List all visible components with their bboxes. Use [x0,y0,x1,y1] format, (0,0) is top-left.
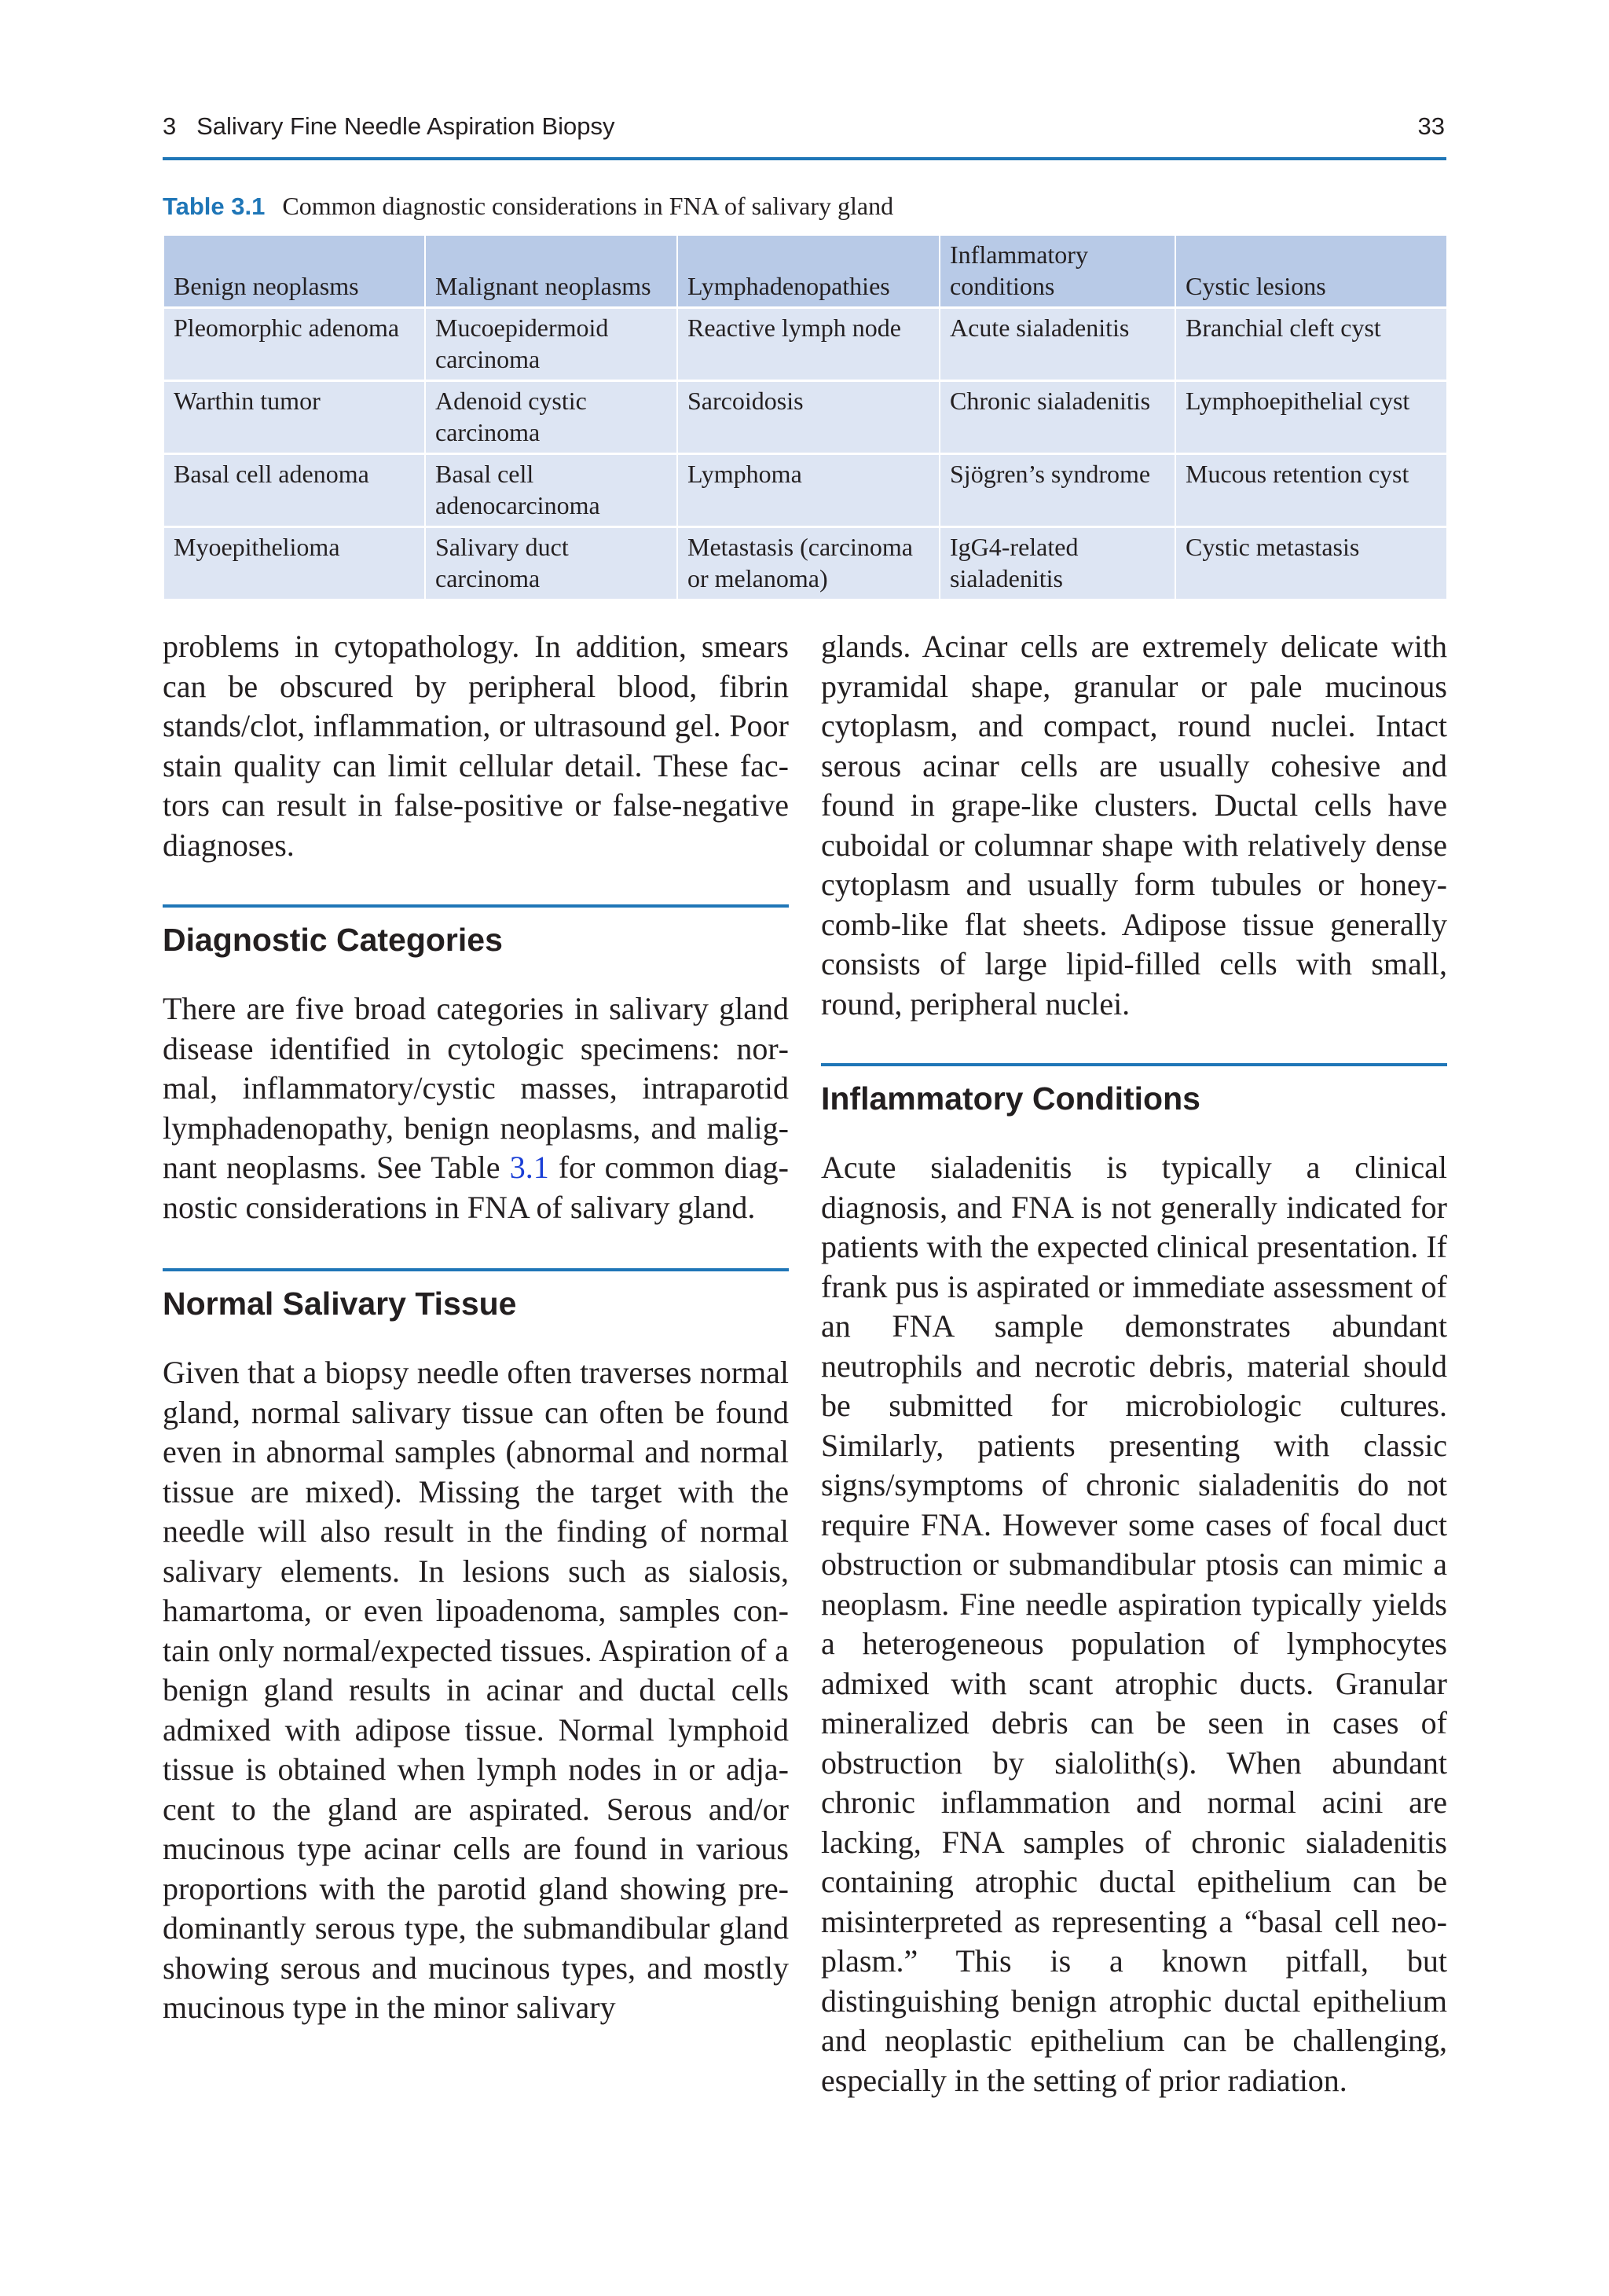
table-cell: Branchial cleft cyst [1175,308,1447,381]
section-heading-diagnostic-categories [163,904,789,959]
column-header: Malignant neoplasms [425,236,677,308]
table-cell: Warthin tumor [163,381,425,454]
table-row [163,527,1447,600]
chapter-title: 3 Salivary Fine Needle Aspiration Biopsy [163,112,615,140]
section-title: Inflammatory Conditions [821,1080,1200,1117]
table-caption-text: Common diagnostic considerations in FNA of salivary gland [282,192,894,220]
table-cell: Sarcoidosis [677,381,940,454]
table-row [163,381,1447,454]
table-header-row [163,236,1447,308]
table-cell: Lymphoma [677,454,940,527]
intro-paragraph: problems in cytopathology. In addition, smears can be obscured by peripheral blood, fibrin stands/clot, inflammation, or ultrasound gel. Poor stain quality can limit cellular detail. These factors can result in false-positive or false-negative diagnoses. [163,629,789,863]
table-cell: Adenoid cystic carcinoma [425,381,677,454]
column-header: Benign neoplasms [163,236,425,308]
section-rule [821,1063,1447,1066]
section-heading-inflammatory-conditions [821,1063,1447,1118]
table-cell: Mucoepidermoid carcinoma [425,308,677,381]
paragraph-text: for common diagnostic considerations in FNA of salivary gland. [163,1150,789,1225]
left-column [163,627,789,2028]
table-cell: Basal cell adenocarcinoma [425,454,677,527]
column-header: Lymphadenopathies [677,236,940,308]
table-cell: Basal cell adenoma [163,454,425,527]
section-rule [163,1268,789,1271]
continued-paragraph: glands. Acinar cells are extremely delicate with pyramidal shape, granular or pale mucinous cytoplasm, and compact, round nuclei. Intact serous acinar cells are usually cohesive and found in grape-like clusters. Ductal cells have cuboidal or columnar shape with relatively dense cytoplasm and usually form tubules or honeycomb-like flat sheets. Adipose tissue generally consists of large lipid-filled cells with small, round, peripheral nuclei. [821,629,1447,1021]
table-label: Table 3.1 [163,193,266,220]
running-head [163,110,1446,160]
section-title: Normal Salivary Tissue [163,1286,517,1322]
right-column [821,627,1447,2100]
table-cell: Myoepithelioma [163,527,425,600]
table-cell: Salivary duct carcinoma [425,527,677,600]
table-cell: Pleomorphic adenoma [163,308,425,381]
table-caption [163,192,893,221]
normal-tissue-paragraph: Given that a biopsy needle often traverses normal gland, normal salivary tissue can often be found even in abnormal samples (abnormal and normal tissue are mixed). Missing the target with the needle will also result in the finding of normal salivary elements. In lesions such as sialosis, hamartoma, or even lipoadenoma, samples contain only normal/expected tissues. Aspiration of a benign gland results in acinar and ductal cells admixed with adipose tissue. Normal lymphoid tissue is obtained when lymph nodes in or adjacent to the gland are aspirated. Serous and/or mucinous type acinar cells are found in various proportions with the parotid gland showing predominantly serous type, the submandibular gland showing serous and mucinous types, and mostly mucinous type in the minor salivary [163,1355,789,2025]
table-cell: Sjögren’s syndrome [940,454,1175,527]
section-rule [163,904,789,908]
column-header: Cystic lesions [1175,236,1447,308]
diagnostic-table [163,236,1448,601]
column-header: Inflammatory conditions [940,236,1175,308]
table-row [163,308,1447,381]
table-cell: Acute sialadenitis [940,308,1175,381]
section-title: Diagnostic Categories [163,922,503,958]
table-cell: IgG4-related sialadenitis [940,527,1175,600]
table-cell: Metastasis (carcinoma or melanoma) [677,527,940,600]
table-cell: Mucous retention cyst [1175,454,1447,527]
table-cell: Lymphoepithelial cyst [1175,381,1447,454]
diagnostic-categories-paragraph [163,989,789,1227]
section-heading-normal-salivary-tissue [163,1268,789,1323]
paragraph-text: There are five broad categories in salivary gland disease identified in cytologic specimens: normal, inflammatory/cystic masses, intraparotid lymphadenopathy, benign neoplasms, and malignant neoplasms. See Table [163,991,789,1185]
table-cell: Cystic metastasis [1175,527,1447,600]
page-number: 33 [1417,112,1445,140]
table-row [163,454,1447,527]
table-cell: Chronic sialadenitis [940,381,1175,454]
table-reference-link[interactable]: 3.1 [509,1150,549,1185]
table-cell: Reactive lymph node [677,308,940,381]
inflammatory-paragraph: Acute sialadenitis is typically a clinical diagnosis, and FNA is not generally indicated for patients with the expected clinical presentation. If frank pus is aspirated or immediate assessment of an FNA sample demonstrates abundant neutrophils and necrotic debris, material should be submitted for microbiologic cultures. Similarly, patients presenting with classic signs/symptoms of chronic sialadenitis do not require FNA. However some cases of focal duct obstruction or submandibular ptosis can mimic a neoplasm. Fine needle aspiration typically yields a heterogeneous population of lymphocytes admixed with scant atrophic ducts. Granular mineralized debris can be seen in cases of obstruction by sialolith(s). When abundant chronic inflammation and normal acini are lacking, FNA samples of chronic sialadenitis containing atrophic ductal epithelium can be misinterpreted as representing a “basal cell neoplasm.” This is a known pitfall, but distinguishing benign atrophic ductal epithelium and neoplastic epithelium can be challenging, especially in the setting of prior radiation. [821,1150,1447,2098]
